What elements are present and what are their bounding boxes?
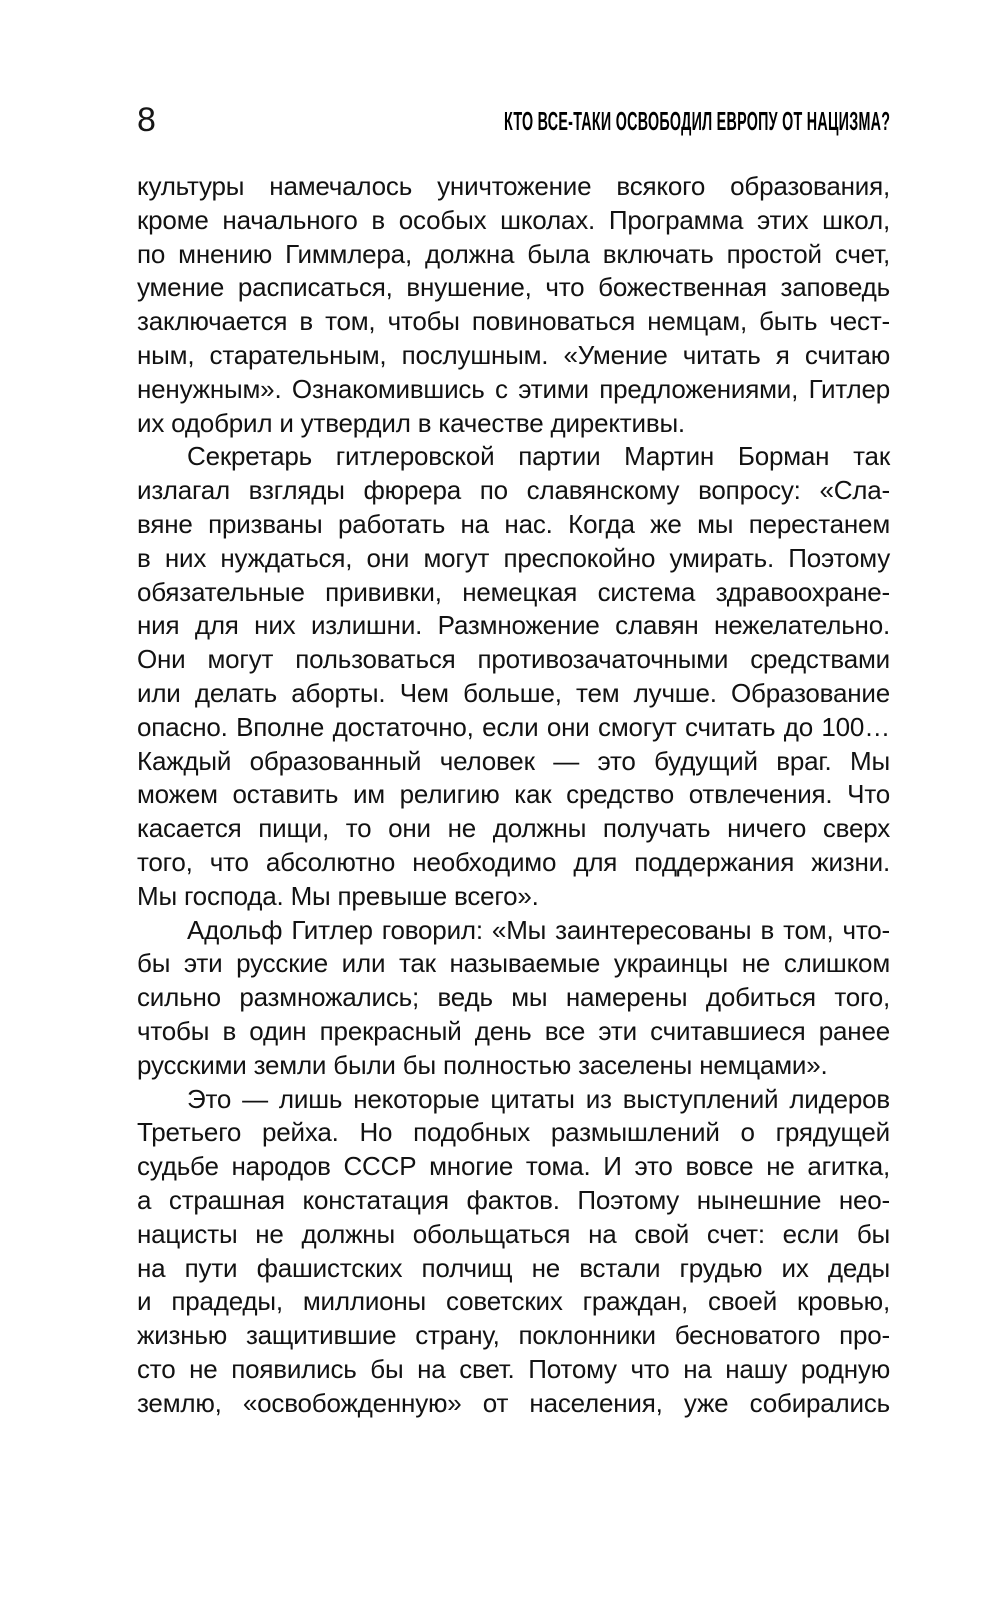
text-line: опасно. Вполне достаточно, если они смогут считать до 100… <box>137 711 890 742</box>
text-line: касается пищи, то они не должны получать ничего сверх <box>137 813 890 844</box>
text-line: их одобрил и утвердил в качестве директивы. <box>137 407 685 438</box>
text-line: судьбе народов СССР многие тома. И это вовсе не агитка, <box>137 1151 890 1182</box>
text-line: Это — лишь некоторые цитаты из выступлений лидеров <box>187 1083 890 1114</box>
text-line: Третьего рейха. Но подобных размышлений о грядущей <box>137 1117 890 1148</box>
text-line: чтобы в один прекрасный день все эти считавшиеся ранее <box>137 1015 890 1046</box>
text-line: русскими земли были бы полностью заселены немцами». <box>137 1049 828 1080</box>
text-line: землю, «освобожденную» от населения, уже собирались <box>137 1387 890 1418</box>
text-line: умение расписаться, внушение, что божественная заповедь <box>137 272 890 303</box>
text-line: нацисты не должны обольщаться на свой счет: если бы <box>137 1218 890 1249</box>
text-line: обязательные прививки, немецкая система здравоохране- <box>137 576 890 607</box>
text-line: излагал взгляды фюрера по славянскому вопросу: «Сла- <box>137 475 890 506</box>
text-line: а страшная констатация фактов. Поэтому нынешние нео- <box>137 1184 890 1215</box>
running-header-title: КТО ВСЕ-ТАКИ ОСВОБОДИЛ ЕВРОПУ ОТ НАЦИЗМА? <box>503 106 890 136</box>
text-line: можем оставить им религию как средство отвлечения. Что <box>137 779 890 810</box>
text-line: и прадеды, миллионы советских граждан, своей кровью, <box>137 1286 890 1317</box>
text-line: сильно размножались; ведь мы намерены добиться того, <box>137 982 890 1013</box>
text-line: Каждый образованный человек — это будущий враг. Мы <box>137 745 890 776</box>
page-body-text <box>137 170 890 1420</box>
text-line: или делать аборты. Чем больше, тем лучше. Образование <box>137 677 890 708</box>
text-line: по мнению Гиммлера, должна была включать простой счет, <box>137 238 890 269</box>
text-line: Секретарь гитлеровской партии Мартин Борман так <box>187 441 890 472</box>
page-header <box>137 100 890 142</box>
text-line: Адольф Гитлер говорил: «Мы заинтересованы в том, что- <box>187 914 890 945</box>
text-line: в них нуждаться, они могут преспокойно умирать. Поэтому <box>137 542 890 573</box>
text-line: кроме начального в особых школах. Программа этих школ, <box>137 204 890 235</box>
text-line: бы эти русские или так называемые украинцы не слишком <box>137 948 890 979</box>
text-line: того, что абсолютно необходимо для поддержания жизни. <box>137 846 890 877</box>
text-line: сто не появились бы на свет. Потому что на нашу родную <box>137 1353 890 1384</box>
text-line: культуры намечалось уничтожение всякого образования, <box>137 171 890 201</box>
text-line: Мы господа. Мы превыше всего». <box>137 880 539 911</box>
text-line: вяне призваны работать на нас. Когда же мы перестанем <box>137 508 890 539</box>
text-line: ным, старательным, послушным. «Умение читать я считаю <box>137 339 890 370</box>
text-line: Они могут пользоваться противозачаточными средствами <box>137 644 890 675</box>
text-line: ния для них излишни. Размножение славян нежелательно. <box>137 610 890 641</box>
text-line: на пути фашистских полчищ не встали грудью их деды <box>137 1252 890 1283</box>
text-line: заключается в том, чтобы повиноваться немцам, быть чест- <box>137 306 890 337</box>
text-line: жизнью защитившие страну, поклонники бесноватого про- <box>137 1320 890 1351</box>
text-line: ненужным». Ознакомившись с этими предложениями, Гитлер <box>137 373 890 404</box>
page-number: 8 <box>137 101 156 139</box>
